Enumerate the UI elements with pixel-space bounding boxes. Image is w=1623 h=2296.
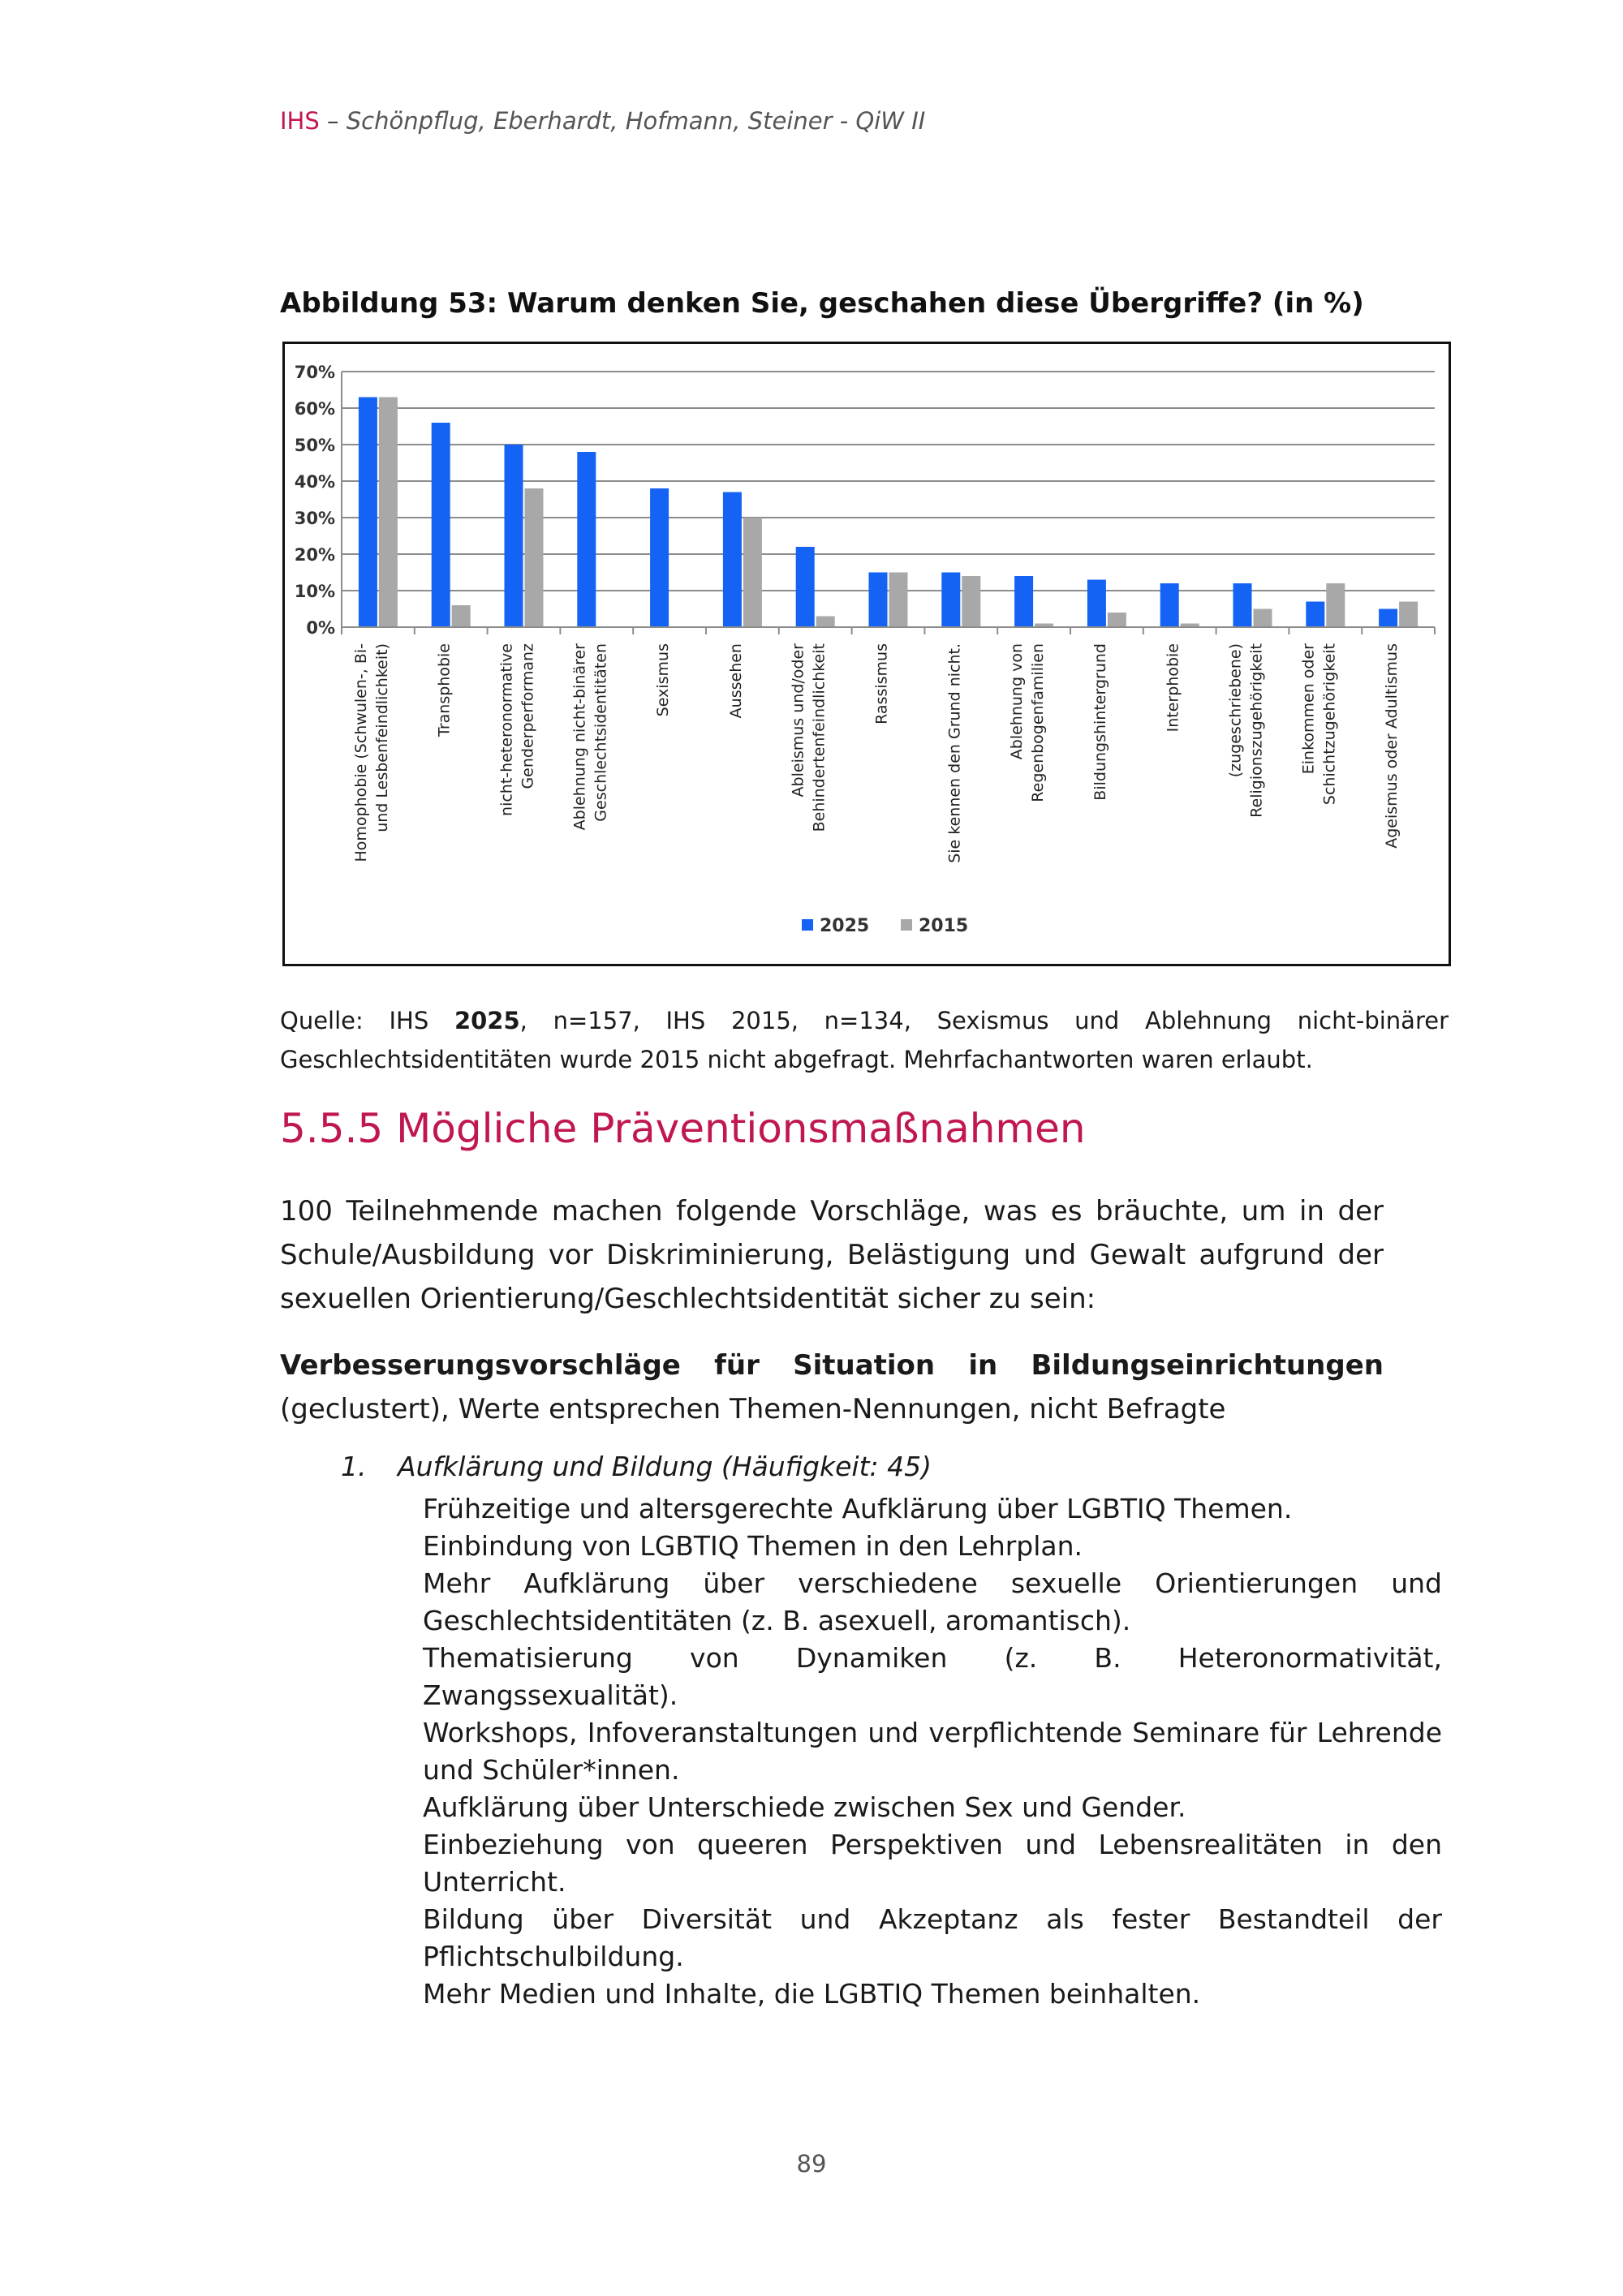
bar-2015: [889, 573, 908, 628]
bar-2015: [962, 576, 980, 627]
y-tick-label: 70%: [294, 363, 335, 382]
bar-2015: [1254, 609, 1272, 628]
x-category-label: Schichtzugehörigkeit: [1320, 643, 1339, 806]
bar-2015: [1326, 583, 1345, 627]
list-item: Bildung über Diversität und Akzeptanz als fester Bestandteil der Pflichtschulbildung.: [423, 1903, 1442, 1972]
x-category-label: nicht-heteronormative: [497, 643, 516, 816]
source-text-before: Quelle: IHS: [280, 1007, 454, 1034]
bar-2025: [869, 573, 888, 628]
source-bold-year: 2025: [454, 1007, 520, 1034]
x-category-label: Religionszugehörigkeit: [1247, 643, 1266, 818]
chart-frame: [282, 342, 1451, 966]
legend-label: 2025: [820, 916, 870, 936]
suggestions-intro-rest: (geclustert), Werte entsprechen Themen-Nennungen, nicht Befragte: [280, 1393, 1226, 1425]
x-category-label: Regenbogenfamilien: [1029, 643, 1048, 802]
x-category-label: Ablehnung von: [1008, 643, 1027, 760]
x-category-label: Ableismus und/oder: [789, 643, 807, 798]
x-category-label: Bildungshintergrund: [1091, 643, 1109, 801]
bar-2015: [1108, 613, 1126, 627]
x-category-label: Genderperformanz: [519, 643, 537, 789]
figure-title: Abbildung 53: Warum denken Sie, geschahen diese Übergriffe? (in %): [280, 287, 1364, 320]
bar-2025: [650, 488, 669, 627]
list-item: Mehr Medien und Inhalte, die LGBTIQ Themen beinhalten.: [423, 1978, 1201, 2010]
legend-label: 2015: [919, 916, 969, 936]
bar-2015: [816, 617, 835, 628]
list-item: Workshops, Infoveranstaltungen und verpflichtende Seminare für Lehrende und Schüler*innen.: [423, 1717, 1442, 1786]
bar-2025: [1379, 609, 1397, 628]
list-heading: [341, 1451, 932, 1482]
intro-paragraph: 100 Teilnehmende machen folgende Vorschläge, was es bräuchte, um in der Schule/Ausbildung vor Diskriminierung, Belästigung und Gewalt aufgrund der sexuellen Orientierung/Geschlechtsidentität sicher zu sein:: [280, 1195, 1384, 1315]
x-category-label: Transphobie: [435, 643, 454, 737]
bar-2025: [577, 452, 596, 627]
bar-2025: [1087, 580, 1106, 628]
x-category-label: Sie kennen den Grund nicht.: [945, 643, 964, 863]
bar-2025: [1233, 583, 1252, 627]
bar-2025: [796, 547, 815, 627]
list-number: 1.: [341, 1451, 367, 1482]
bar-2025: [723, 492, 742, 628]
bar-2015: [743, 518, 762, 627]
running-header: [280, 107, 925, 135]
bar-2025: [359, 398, 377, 628]
list-item: Thematisierung von Dynamiken (z. B. Heteronormativität, Zwangssexualität).: [423, 1642, 1442, 1711]
bar-2025: [432, 423, 450, 627]
suggestions-intro-bold: Verbesserungsvorschläge für Situation in Bildungseinrichtungen: [280, 1349, 1384, 1382]
page-number: 89: [796, 2150, 827, 2178]
x-category-label: Homophobie (Schwulen-, Bi-: [351, 643, 370, 862]
section-title: 5.5.5 Mögliche Präventionsmaßnahmen: [280, 1105, 1086, 1152]
list-item: Einbindung von LGBTIQ Themen in den Lehrplan.: [423, 1530, 1083, 1562]
x-category-label: Ablehnung nicht-binärer: [570, 643, 589, 831]
bar-2025: [1306, 602, 1324, 628]
bar-2025: [505, 445, 523, 627]
bar-chart: [285, 344, 1449, 964]
suggestions-intro: [280, 1344, 1384, 1431]
list-title: Aufklärung und Bildung (Häufigkeit: 45): [398, 1451, 932, 1482]
header-authors: Schönpflug, Eberhardt, Hofmann, Steiner - QiW II: [346, 107, 926, 135]
x-category-label: Interphobie: [1164, 643, 1182, 733]
x-category-label: Ageismus oder Adultismus: [1383, 643, 1401, 849]
bar-2025: [1014, 576, 1033, 627]
source-text-after: , n=157, IHS 2015, n=134, Sexismus und Ablehnung nicht-binärer Geschlechtsidentitäten wurde 2015 nicht abgefragt. Mehrfachantworten waren erlaubt.: [280, 1007, 1449, 1073]
y-tick-label: 0%: [306, 618, 335, 638]
legend-swatch-2015: [901, 919, 912, 931]
header-brand: IHS: [280, 107, 320, 135]
list-item: Frühzeitige und altersgerechte Aufklärung über LGBTIQ Themen.: [423, 1493, 1293, 1524]
y-tick-label: 40%: [294, 472, 335, 492]
bar-2015: [525, 488, 544, 627]
figure-source: [280, 1001, 1449, 1079]
list-item: Aufklärung über Unterschiede zwischen Sex und Gender.: [423, 1791, 1186, 1823]
x-category-label: Behindertenfeindlichkeit: [810, 643, 829, 832]
bar-2025: [1160, 583, 1179, 627]
x-category-label: Geschlechtsidentitäten: [592, 643, 610, 822]
x-category-label: Aussehen: [726, 643, 745, 719]
x-category-label: Rassismus: [872, 643, 891, 724]
bar-2025: [941, 573, 960, 628]
y-tick-label: 20%: [294, 545, 335, 565]
x-category-label: Sexismus: [654, 643, 673, 717]
x-category-label: (zugeschriebene): [1226, 643, 1245, 778]
x-category-label: Einkommen oder: [1299, 643, 1318, 775]
legend-swatch-2025: [802, 919, 813, 931]
bar-2015: [379, 398, 398, 628]
bar-2015: [1399, 602, 1418, 628]
list-item: Mehr Aufklärung über verschiedene sexuelle Orientierungen und Geschlechtsidentitäten (z. B. asexuell, aromantisch).: [423, 1567, 1442, 1636]
bar-2015: [452, 605, 471, 627]
header-separator: –: [319, 107, 347, 135]
x-category-label: und Lesbenfeindlichkeit): [372, 643, 391, 832]
suggestion-list: [423, 1490, 1442, 2013]
list-item: Einbeziehung von queeren Perspektiven und Lebensrealitäten in den Unterricht.: [423, 1829, 1442, 1898]
y-tick-label: 30%: [294, 509, 335, 528]
y-tick-label: 10%: [294, 582, 335, 601]
y-tick-label: 50%: [294, 436, 335, 455]
y-tick-label: 60%: [294, 399, 335, 419]
